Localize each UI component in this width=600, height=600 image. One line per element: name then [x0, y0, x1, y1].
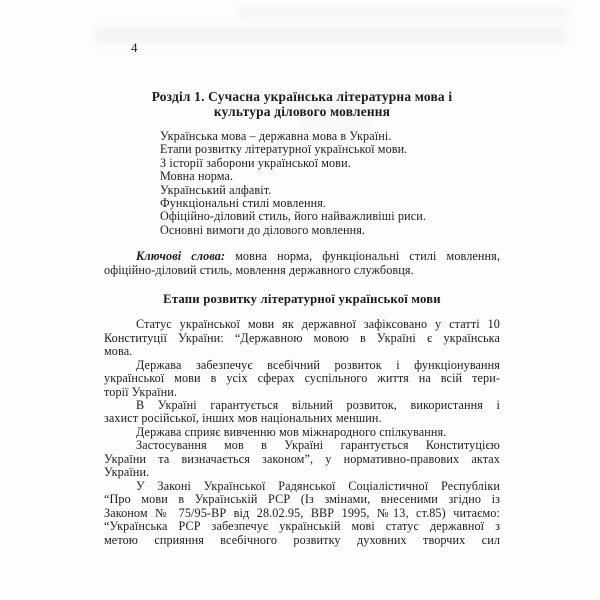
topic-list-item: Етапи розвитку літературної української мови.: [160, 142, 408, 157]
paragraph-line: торії України.: [104, 384, 178, 399]
chapter-heading-line1: Розділ 1. Сучасна українська літературна мова і: [151, 89, 453, 104]
topic-list-item: Функціональні стилі мовлення.: [160, 196, 327, 211]
topic-list: [104, 130, 500, 237]
paragraph: [104, 439, 500, 479]
paragraph-line: мова.: [104, 344, 133, 359]
paragraph-line: Застосування мов в Україні гарантується Конституцією: [136, 438, 500, 453]
chapter-heading: [104, 90, 500, 119]
topic-list-item: Основні вимоги до ділового мовлення.: [160, 222, 366, 237]
chapter-heading-line2: культура ділового мовлення: [213, 103, 391, 119]
topic-list-item: З історії заборони української мови.: [160, 155, 351, 170]
paragraph-line: “Про мови в Українській РСР (Із змінами, внесеними згідно із: [104, 492, 500, 507]
page-content: [104, 0, 500, 547]
paragraph-line: Статус української мови як державної зафіксовано у статті 10: [136, 317, 500, 332]
paragraph-line: “Українська РСР забезпечує українській мові статус державної з: [104, 519, 500, 534]
paragraph-line: України.: [104, 465, 150, 480]
paragraph-line: України та визначається законом”, у нормативно-правових актах: [104, 451, 500, 466]
keywords-label: Ключові слова:: [136, 249, 226, 264]
paragraph: [104, 480, 500, 547]
paragraph-line: Держава сприяє вивченню мов міжнародного спілкування.: [136, 424, 447, 439]
paragraph-line: У Законі Української Радянської Соціалістичної Республіки: [136, 478, 500, 493]
keywords-line1-rest: мовна норма, функціональні стилі мовлення,: [235, 249, 500, 264]
paragraph: [104, 359, 500, 399]
paragraph-line: української мови в усіх сферах суспільного життя на всій тери-: [104, 371, 500, 386]
paragraph-line: Законом № 75/95-ВР від 28.02.95, ВВР 1995, №13, ст.85) читаємо:: [104, 505, 500, 520]
paragraph-line: В Україні гарантується вільний розвиток, використання і: [136, 397, 500, 412]
page-number: 4: [131, 40, 138, 55]
topic-list-item: Українська мова – державна мова в Україні.: [160, 129, 392, 143]
topic-list-item: Український алфавіт.: [160, 182, 272, 197]
section-heading: Етапи розвитку літературної української мови: [163, 292, 441, 307]
keywords-paragraph: [104, 250, 500, 277]
paragraph-line: Держава забезпечує всебічний розвиток і функціонування: [136, 357, 500, 372]
paragraph-line: Конституції України: “Державною мовою в Україні є українська: [104, 330, 500, 345]
topic-list-item: Офіційно-діловий стиль, його найважливіші риси.: [160, 209, 426, 224]
paragraph: [104, 426, 500, 439]
keywords-line1: [104, 250, 500, 264]
paragraph-line: метою сприяння всебічного розвитку духовних творчих сил: [104, 532, 500, 547]
paragraph-line: захист російської, інших мов національних меншин.: [104, 411, 382, 426]
keywords-line2: офіційно-діловий стиль, мовлення державного службовця.: [104, 262, 414, 277]
paragraph: [104, 399, 500, 426]
topic-list-item: Мовна норма.: [160, 169, 234, 184]
paragraph: [104, 318, 500, 358]
body-paragraphs: [104, 318, 500, 547]
